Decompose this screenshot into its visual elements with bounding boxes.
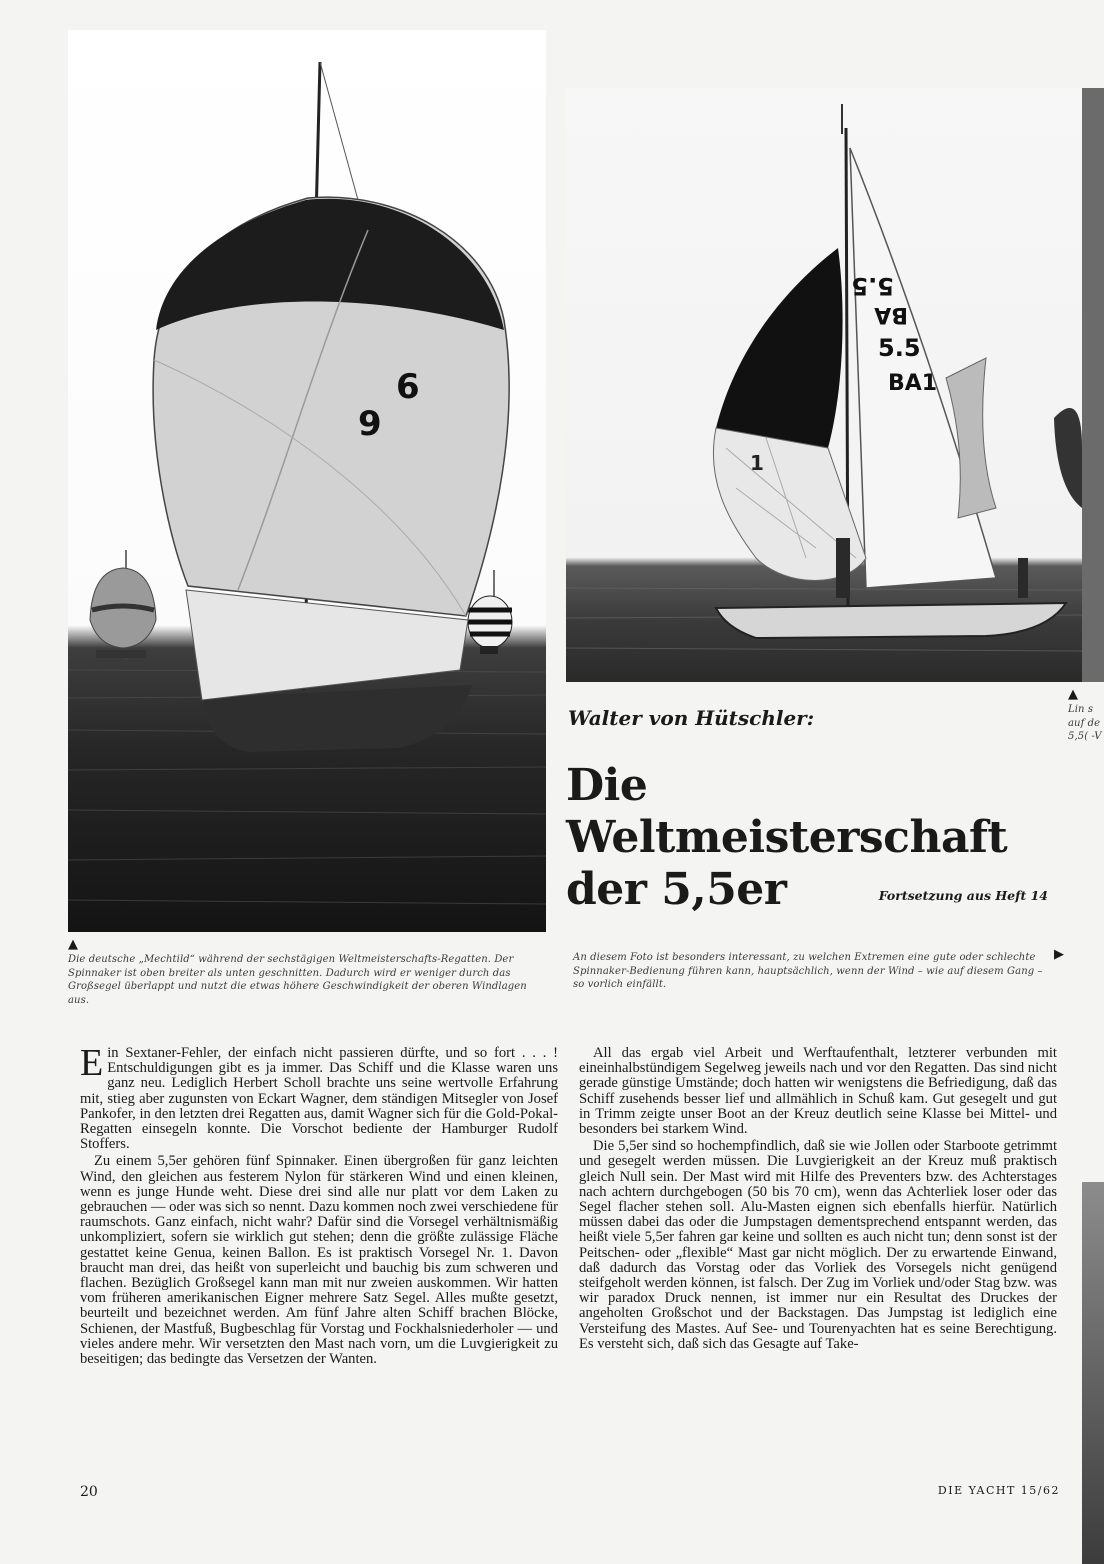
paragraph — [80, 1042, 558, 1153]
mainsail-number-mirrored: 5.5 — [851, 272, 894, 300]
adjacent-page-photo-edge-lower — [1082, 1182, 1104, 1564]
caption-right: An diesem Foto ist besonders interessant, zu welchen Extremen eine gute oder schlechte Spinnaker-Bedienung führen kann, hauptsächlich, wenn der Wind – wie auf diesem Gang – so vorlich einfällt. — [573, 952, 1043, 990]
photo-spinnaker-handling — [566, 88, 1082, 682]
article-column-left — [80, 1042, 558, 1368]
caption-edge-marker: ▲ — [1068, 687, 1078, 702]
article-title: Die Weltmeisterschaft der 5,5er — [566, 760, 1008, 915]
spinnaker-number-reflected: 9 — [358, 404, 382, 444]
magazine-issue: DIE YACHT 15/62 — [937, 1484, 1060, 1497]
drop-cap: E — [80, 1042, 104, 1084]
adjacent-page-photo-edge — [1082, 88, 1104, 682]
mainsail-number: 5.5 — [878, 334, 921, 362]
paragraph: Die 5,5er sind so hochempfindlich, daß sie wie Jollen oder Starboote getrimmt und gesegelt werden müssen. Die Luvgierigkeit an der Kreuz muß praktisch gleich Null sein. Der Mast wird mit Hilfe des Preventers bzw. des Achterstages nach achtern durchgebogen (50 bis 70 cm), wenn das Achterliek loser oder das Segel flacher stehen soll. Alu-Masten eignen sich ebenfalls hierfür. Natürlich müssen dabei das oder die Jumpstagen dementsprechend entspannt werden, das heißt viele 5,5er fahren gar keine und sollten es auch nicht tun; denn sonst ist der Peitschen- oder „flexible“ Mast gar nicht möglich. Der zu erwartende Einwand, daß dadurch das Vorstag oder das Vorliek des Vorsegels nicht genügend steifgeholt werden können, ist falsch. Der Zug im Vorliek und/oder Stag bzw. was wir paradox Druck nennen, ist immer nur ein Resultat des Druckes der angeholten Großschot und der Backstagen. Das Jumpstag ist lediglich eine Versteifung des Mastes. Auf See- und Tourenyachten hat es seine Berechtigung. Es versteht sich, daß sich das Gesagte auf Take- — [579, 1138, 1057, 1352]
caption-right-marker: ▶ — [1054, 947, 1064, 962]
paragraph: Zu einem 5,5er gehören fünf Spinnaker. Einen übergroßen für ganz leichten Wind, den gleichen aus festerem Nylon für stärkeren Wind und einen kleinen, wenn es junge Hunde weht. Diese drei sind alle nur platt vor dem Laken zu gebrauchen — oder was sich so nennt. Dazu kommen noch zwei verschiedene für raumschots. Ganz einfach, nicht wahr? Dafür sind die Vorsegel verhältnismäßig unkompliziert, sofern sie wirklich gut stehen; denn die größte zulässige Fläche gestattet keine Genua, keinen Ballon. Es ist praktisch Vorsegel Nr. 1. Davon braucht man drei, das heißt von superleicht und bauchig bis zum schweren und flachen. Bezüglich Großsegel kann man mit nur zweien auskommen. Wir hatten vom früheren amerikanischen Eigner mehrere Satz Segel. Alles mußte gesetzt, beurteilt und bezeichnet werden. Am fünf Jahre alten Schiff brachen Blöcke, Schienen, der Mastfuß, Bugbeschlag für Vorstag und Fockhalsniederholer — und vieles andere mehr. Wir versetzten den Mast nach vorn, um die Luvgierigkeit zu beseitigen; das bedingte das Versetzen der Wanten. — [80, 1153, 558, 1368]
paragraph: All das ergab viel Arbeit und Werftaufenthalt, letzterer verbunden mit eineinhalbstündigem Segelweg jeweils nach und vor den Regatten. Das sind nicht gerade günstige Umstände; doch hatten wir wenigstens die Befriedigung, daß das Schiff zusehends besser lief und allmählich in Schuß kam. Gut gesegelt und gut in Trimm zeigte unser Boot an der Kreuz deutlich seine Klasse bei Mittel- und besonders bei starkem Wind. — [579, 1045, 1057, 1138]
continuation-note: Fortsetzung aus Heft 14 — [878, 888, 1048, 903]
mainsail-letters: BA1 — [888, 371, 938, 396]
caption-left: Die deutsche „Mechtild“ während der sechstägigen Weltmeisterschafts-Regatten. Der Spinnaker ist oben breiter als unten geschnitten. Dadurch wird er weniger durch das Großsegel überlappt und nutzt die etwas höhere Geschwindigkeit der oberen Windlagen aus. — [68, 954, 527, 1006]
paragraph-rest: in Sextaner-Fehler, der einfach nicht passieren dürfte, und so fort . . . ! Entschuldigungen gibt es ja immer. Das Schiff und die Klasse waren uns ganz neu. Lediglich Herbert Scholl brachte uns seine wertvolle Erfahrung mit, stieg aber zugunsten von Eckart Wagner, dem ständigen Mitsegler von Josef Pankofer, in den letzten drei Regatten aus, damit Wagner sich für die Gold-Pokal-Regatten einsegeln konnte. Die Vorschot bediente der Hamburger Rudolf Stoffers. — [80, 1045, 558, 1153]
photo-mechtild-spinnaker — [68, 30, 546, 932]
spinnaker-number: 6 — [396, 367, 420, 407]
caption-edge-cut-off — [1068, 703, 1104, 744]
article-column-right — [579, 1046, 1057, 1352]
caption-edge-line: auf de — [1068, 717, 1101, 729]
distant-boat-left — [90, 550, 156, 660]
article-author: Walter von Hütschler: — [568, 706, 815, 730]
caption-edge-line: Lin s — [1068, 704, 1094, 715]
caption-left-marker: ▲ — [68, 937, 78, 952]
caption-edge-line: 5,5( -V — [1068, 731, 1102, 742]
mainsail-letters-mirrored: BA — [874, 302, 908, 327]
spinnaker-number: 1 — [750, 451, 764, 475]
page-number: 20 — [80, 1484, 98, 1500]
